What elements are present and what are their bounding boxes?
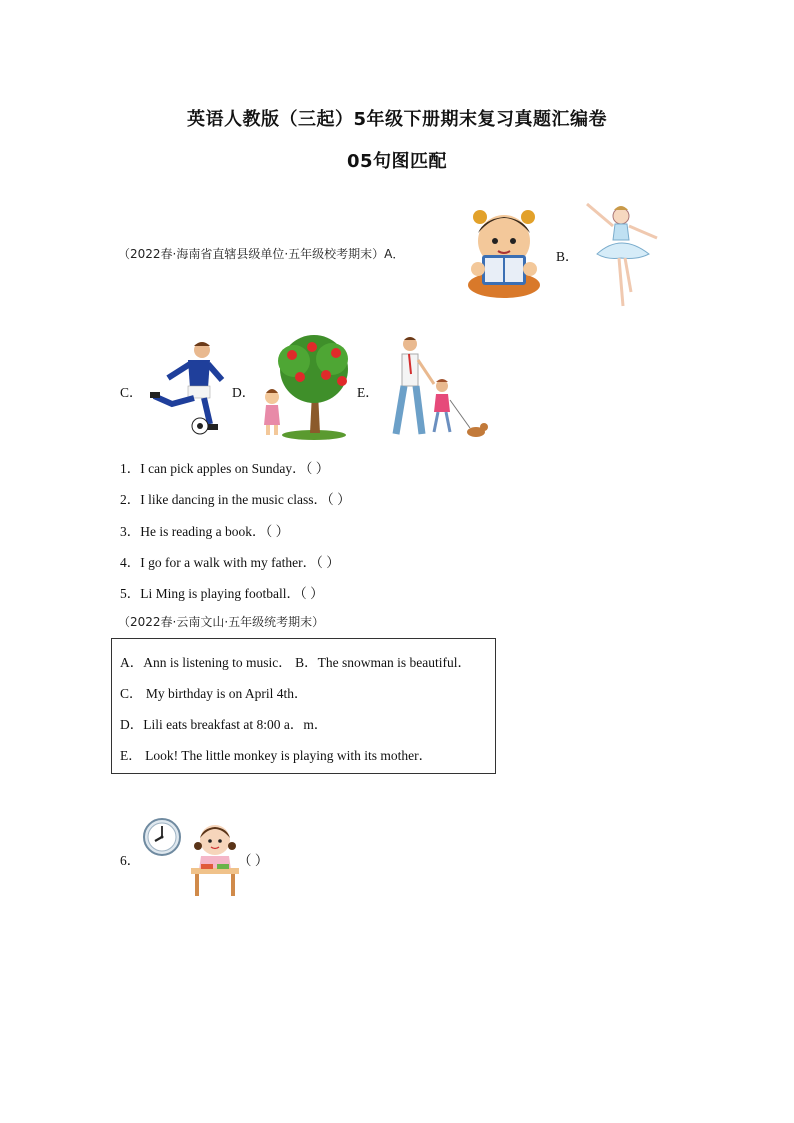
option-row-e: E． Look! The little monkey is playing with its mother． (120, 748, 433, 763)
page-subtitle: 05句图匹配 (346, 151, 448, 172)
question-6-label: 6． (120, 853, 141, 868)
option-c-label: C． (120, 385, 143, 400)
football-player-icon (148, 338, 230, 436)
option-e-label: E． (357, 385, 379, 400)
page-title: 英语人教版（三起）5年级下册期末复习真题汇编卷 (186, 109, 608, 130)
option-d-label: D． (232, 385, 256, 400)
girl-breakfast-icon (187, 820, 243, 898)
question-6-blank: （ ） (238, 853, 269, 868)
section1-source: （2022春·海南省直辖县级单位·五年级校考期末）A． (118, 247, 405, 261)
section2-source: （2022春·云南文山·五年级统考期末） (118, 615, 325, 629)
ballerina-icon (583, 196, 661, 312)
question-3: 3．He is reading a book．（ ） (120, 524, 290, 539)
option-row-d: D．Lili eats breakfast at 8:00 a．m． (120, 717, 328, 732)
question-4: 4．I go for a walk with my father．（ ） (120, 555, 340, 570)
question-1: 1．I can pick apples on Sunday．（ ） (120, 461, 330, 476)
options-box (111, 638, 496, 774)
option-row-ab: A．Ann is listening to music． B．The snowman is beautiful． (120, 655, 471, 670)
option-row-c: C． My birthday is on April 4th． (120, 686, 308, 701)
apple-tree-girl-icon (254, 333, 350, 441)
clock-icon (142, 817, 182, 857)
question-5: 5．Li Ming is playing football．（ ） (120, 586, 324, 601)
question-2: 2．I like dancing in the music class．（ ） (120, 492, 351, 507)
father-walk-dog-icon (392, 334, 488, 442)
option-b-label: B． (556, 249, 579, 264)
boy-reading-icon (458, 203, 550, 299)
